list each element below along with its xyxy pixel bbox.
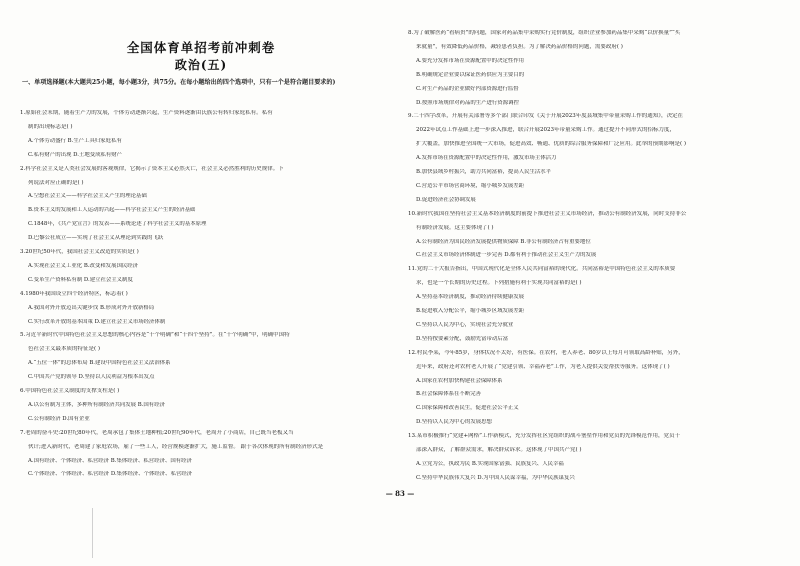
answer-option: B.明确规定企业要以保证医药供应为主要目的 (416, 71, 525, 78)
section-instructions: 一、单项选择题(本大题共25小题，每小题3分，共75分。在每小题给出的四个选项中，只有一个是符合题目要求的) (22, 79, 336, 86)
answer-option: A.“五位一体”的总体布局 B.建设中国特色社会主义法治体系 (28, 360, 171, 367)
question-line: 8.为了破解医药“看病贵”的问题，国家对药品集中采购实行竞价制度，组织企业参加药品集中采购“以价换量”“买 (408, 30, 681, 36)
answer-option: A.要充分发挥市场在资源配置中的决定性作用 (416, 57, 525, 64)
question-line: 6.中国特色社会主义制度的支撑支柱是( ) (20, 388, 120, 394)
question-line: 列说法对应正确的是( ) (28, 179, 84, 186)
answer-option: A.空想社会主义——科学社会主义产生的理论基础 (28, 193, 147, 200)
answer-option: C.公有制经济 D.国有企业 (28, 415, 90, 422)
question-line: 部深入群众，了解群众需求，解决群众诉求。这体现了中国共产党( ) (416, 447, 582, 453)
answer-option: C.1848年，《共产党宣言》的发表——系统论述了科学社会主义的基本原理 (28, 221, 207, 228)
margin-line (92, 508, 93, 558)
question-line: 11.党的二十大报告指出，中国式现代化是全体人民共同富裕的现代化。共同富裕是中国特色社会主义的本质要 (408, 266, 676, 273)
answer-option: C.国家保障和改善民生，促进社会公平正义 (416, 405, 519, 412)
answer-option: C.营造公平市场营商环境，缩小城乡发展差距 (416, 182, 525, 189)
answer-option: D.坚持以人民为中心的发展思想 (416, 419, 492, 426)
question-line: 5.习近平新时代中国特色社会主义思想的核心内容是“十个明确”和“十四个坚持”。在“十个明确”中，明确中国特 (20, 332, 290, 339)
question-line: 2022年试点工作基础上进一步深入推进，联合开展2023年带量采购工作。通过提升不同形式的招标力度， (416, 127, 675, 134)
answer-option: B.社会保障体系在不断完善 (416, 391, 481, 398)
answer-option: D.坚持按要素分配，鼓励先富带动后富 (416, 335, 509, 342)
answer-option: A.实现社会主义工业化 B.改变和发展国民经济 (28, 262, 139, 269)
question-line: 7.老周的奋斗史:20世纪80年代，老周承包了集体土地种植;20世纪90年代，老周开了小商店，自己既当老板又当 (20, 429, 294, 436)
answer-option: C.变革生产资料私有制 D.建立社会主义制度 (28, 276, 133, 283)
question-line: 近年来，政府还对农村老人开展了“党建引领、幸福养老”工作，为老人提供关爱帮扶等服务。这体现了( ) (416, 363, 670, 370)
answer-option: D.促进经济社会协调发展 (416, 196, 476, 203)
exam-subtitle: 政治(五) (174, 58, 228, 72)
answer-option: C.个体经济、个体经济、私营经济 D.集体经济、个体经济、私营经济 (28, 471, 193, 478)
question-line: 求，也是一个长期的历史过程。下列措施有利于实现共同富裕的是( ) (416, 280, 582, 287)
question-line: 4.1980年我国设立四个经济特区，标志着( ) (20, 290, 128, 297)
answer-option: B.加快县域乡村振兴，助力共同富裕，提高人民生活水平 (416, 169, 552, 175)
answer-option: A.个体劳动盛行 B.生产工具归家庭私有 (28, 137, 122, 144)
answer-option: C.中国共产党的领导 D.坚持以人民利益为根本出发点 (28, 374, 155, 381)
answer-option: C.坚持中华民族伟大复兴 D.为中国人民谋幸福，为中华民族谋复兴 (416, 474, 575, 481)
answer-option: A.公有制经济为国民经济发展提供物质保障 B.非公有制经济占有重要地位 (416, 238, 591, 245)
answer-option: A.立党为公，执政为民 B.实现国家富强、民族复兴、人民幸福 (416, 460, 564, 467)
answer-option: C.社会主义市场经济体制进一步完善 D.都有利于推动社会主义生产力的发展 (416, 252, 597, 259)
answer-option: A.国有经济、个体经济、私营经济 B.集体经济、私营经济、国有经济 (28, 457, 192, 464)
question-line: 12.村民李某，今年85岁，身体状况不太好，有医保。在农村，老人养老、80岁以上每月可领取高龄补贴，另外， (408, 349, 684, 356)
question-line: 来就量”，有效降低药品价格，减轻患者负担。为了解决药品价格的问题，需要政府( ) (416, 43, 623, 50)
question-line: 13.某市积极推行“党建+网格”工作新模式，充分发挥社区党组织的战斗堡垒作用和党员的先锋模范作用，党员干 (408, 433, 680, 440)
answer-option: A.国家在农村加快构建社会保障体系 (416, 377, 503, 384)
answer-option: C.坚持以人民为中心，实现社会充分就业 (416, 321, 514, 328)
answer-option: A.坚持基本经济制度，推动经济持续健康发展 (416, 294, 525, 301)
question-line: 3.20世纪50年代，我国社会主义改造的实质是( ) (20, 249, 139, 255)
exam-title: 全国体育单招考前冲刺卷 (126, 40, 276, 55)
answer-option: C.对生产药品的企业做好内部资源进行监督 (416, 85, 519, 92)
answer-option: D.巴黎公社成立——实现了社会主义从理论到实践的飞跃 (28, 235, 164, 242)
question-line: 有制经济发展。这主要体现了( ) (416, 224, 494, 231)
question-line: 色社会主义最本质的特征是( ) (28, 346, 101, 353)
answer-option: D.按照市场规律对药品的生产进行资源调控 (416, 99, 519, 106)
question-line: 1.原始社会末期，随着生产力的发展，个体劳动逐渐兴起，生产资料逐渐由氏族公有转归家庭私有。私有 (20, 110, 273, 116)
answer-option: A.发挥市场在资源配置中的决定性作用，激发市场主体活力 (416, 155, 557, 162)
question-line: 伙计;进入新时代，老周建了家庭农场，雇了一些工人，经营规模逐渐扩大，施工监督。 跟于各次体现的所有制经济形式是 (28, 443, 324, 450)
question-line: 扩大覆盖，加快推进全国统一大市场，促进高效、畅通、优质的综合服务保障和广泛应用。此举的预期影响是( ) (416, 141, 687, 148)
question-line: 9.二十四字改革，开展有关部署等多个部门联合印发《关于开展2023年度县域集中带量采购工作的通知》，决定在 (408, 113, 683, 120)
page-number: — 83 — (385, 489, 415, 498)
question-line: 10.新时代我国在坚持社会主义基本经济制度的前提下推进社会主义市场经济，推动公有制经济发展，同时支持非公 (408, 210, 687, 217)
question-line: 2.科学社会主义是人类社会发展的客观规律，它揭示了资本主义必然灭亡，社会主义必然胜利的历史规律。下 (20, 165, 284, 172)
answer-option: C.实行改革开放的基本国策 D.建立社会主义市场经济体制 (28, 318, 166, 325)
answer-option: C.私有财产的出现 D.土地变成私有财产 (28, 151, 123, 158)
question-line: 制的出现标志是( ) (28, 123, 73, 130)
answer-option: A.以公有制为主体，多种所有制经济共同发展 B.国有经济 (28, 401, 165, 408)
answer-option: A.我国对外开放迈出关键步伐 B.形成对外开放新格局 (28, 304, 155, 311)
answer-option: B.促进收入分配公平，缩小城乡区域发展差距 (416, 308, 525, 314)
answer-option: B.资本主义的发展和工人运动的兴起——科学社会主义产生的经济基础 (28, 207, 196, 214)
